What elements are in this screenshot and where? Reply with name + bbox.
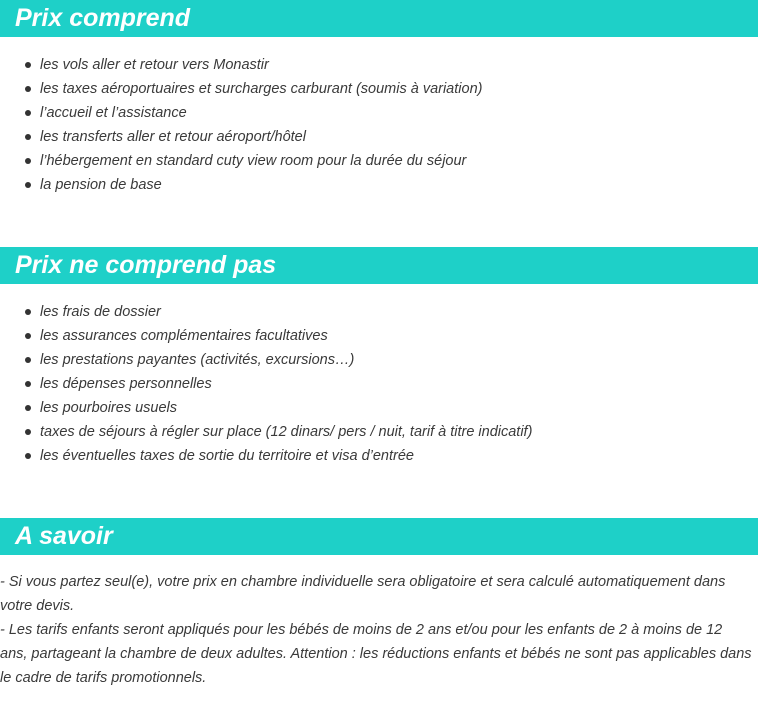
excluded-list bbox=[0, 300, 758, 468]
list-item-text: les éventuelles taxes de sortie du territoire et visa d’entrée bbox=[40, 448, 414, 464]
list-item-text: la pension de base bbox=[40, 177, 162, 193]
list-item-text: taxes de séjours à régler sur place (12 dinars/ pers / nuit, tarif à titre indicatif) bbox=[40, 424, 533, 440]
list-item-text: les transferts aller et retour aéroport/hôtel bbox=[40, 129, 306, 145]
included-list bbox=[0, 53, 758, 197]
section-title: A savoir bbox=[15, 522, 113, 550]
section-header-prix-ne-comprend-pas bbox=[0, 247, 758, 284]
list-item bbox=[0, 77, 758, 101]
bullet-icon bbox=[25, 381, 31, 387]
bullet-icon bbox=[25, 86, 31, 92]
list-item bbox=[0, 125, 758, 149]
bullet-icon bbox=[25, 333, 31, 339]
list-item bbox=[0, 53, 758, 77]
list-item-text: les dépenses personnelles bbox=[40, 376, 212, 392]
bullet-icon bbox=[25, 158, 31, 164]
notes-block bbox=[0, 570, 752, 690]
list-item-text: les taxes aéroportuaires et surcharges carburant (soumis à variation) bbox=[40, 81, 483, 97]
list-item bbox=[0, 149, 758, 173]
section-header-prix-comprend bbox=[0, 0, 758, 37]
note-paragraph: - Les tarifs enfants seront appliqués pour les bébés de moins de 2 ans et/ou pour les enfants de 2 à moins de 12 ans, partageant la chambre de deux adultes. Attention : les réductions enfants et bébés ne sont pas applicables dans le cadre de tarifs promotionnels. bbox=[0, 622, 752, 686]
list-item bbox=[0, 444, 758, 468]
list-item bbox=[0, 101, 758, 125]
section-title: Prix comprend bbox=[15, 4, 191, 32]
list-item-text: les vols aller et retour vers Monastir bbox=[40, 57, 269, 73]
list-item bbox=[0, 173, 758, 197]
list-item bbox=[0, 324, 758, 348]
section-title: Prix ne comprend pas bbox=[15, 251, 277, 279]
list-item-text: les prestations payantes (activités, excursions…) bbox=[40, 352, 355, 368]
section-header-a-savoir bbox=[0, 518, 758, 555]
list-item-text: les frais de dossier bbox=[40, 304, 161, 320]
bullet-icon bbox=[25, 62, 31, 68]
bullet-icon bbox=[25, 134, 31, 140]
bullet-icon bbox=[25, 110, 31, 116]
note-paragraph: - Si vous partez seul(e), votre prix en chambre individuelle sera obligatoire et sera calculé automatiquement dans votre devis. bbox=[0, 574, 726, 614]
list-item bbox=[0, 372, 758, 396]
list-item-text: l’accueil et l’assistance bbox=[40, 105, 187, 121]
list-item-text: les assurances complémentaires facultatives bbox=[40, 328, 328, 344]
bullet-icon bbox=[25, 429, 31, 435]
list-item bbox=[0, 396, 758, 420]
bullet-icon bbox=[25, 357, 31, 363]
list-item bbox=[0, 420, 758, 444]
list-item bbox=[0, 348, 758, 372]
list-item bbox=[0, 300, 758, 324]
bullet-icon bbox=[25, 309, 31, 315]
bullet-icon bbox=[25, 182, 31, 188]
list-item-text: l’hébergement en standard cuty view room pour la durée du séjour bbox=[40, 153, 467, 169]
bullet-icon bbox=[25, 405, 31, 411]
list-item-text: les pourboires usuels bbox=[40, 400, 178, 416]
bullet-icon bbox=[25, 453, 31, 459]
